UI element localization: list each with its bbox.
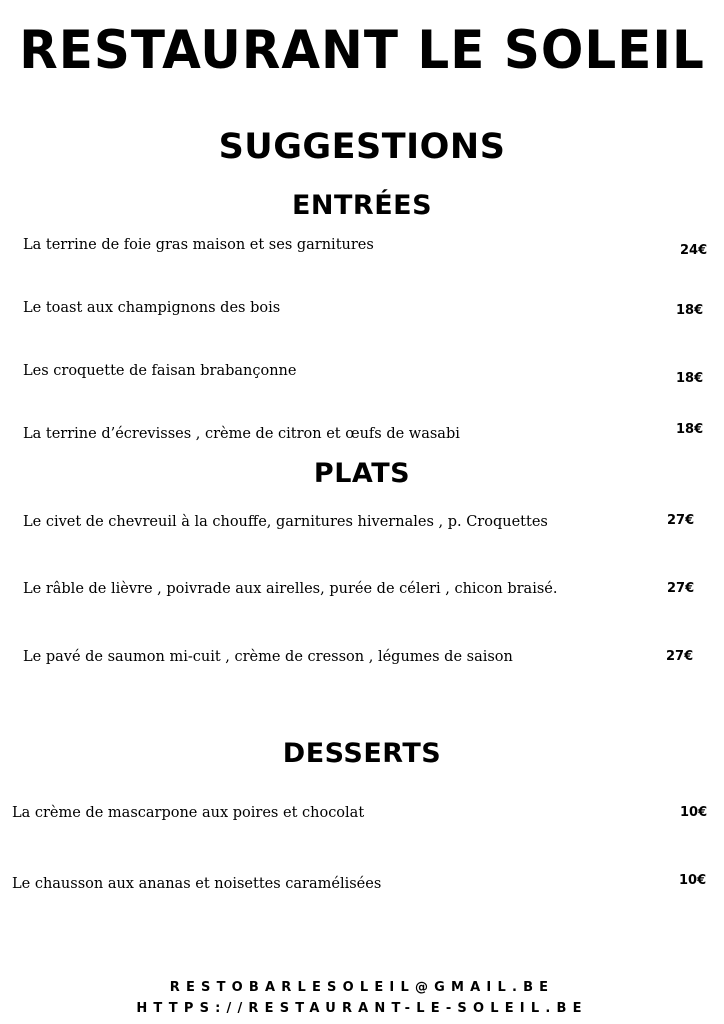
suggestions-heading: SUGGESTIONS xyxy=(218,127,506,167)
menu-item-name: La terrine de foie gras maison et ses garnitures xyxy=(23,237,374,253)
menu-item-price: 10€ xyxy=(680,805,708,820)
footer-website[interactable]: HTTPS://RESTAURANT-LE-SOLEIL.BE xyxy=(136,1001,588,1016)
menu-item-name: Les croquette de faisan brabançonne xyxy=(23,363,297,379)
entrees-heading: ENTRÉES xyxy=(291,190,433,221)
menu-item-price: 27€ xyxy=(667,581,695,596)
menu-item-price: 27€ xyxy=(667,513,695,528)
menu-item-price: 18€ xyxy=(676,422,704,437)
restaurant-name: RESTAURANT LE SOLEIL xyxy=(19,19,705,81)
menu-item-price: 27€ xyxy=(666,649,694,664)
footer-email[interactable]: RESTOBARLESOLEIL@GMAIL.BE xyxy=(169,980,555,995)
menu-item-name: Le pavé de saumon mi-cuit , crème de cresson , légumes de saison xyxy=(23,649,513,665)
menu-item-price: 24€ xyxy=(680,243,708,258)
menu-item-price: 18€ xyxy=(676,371,704,386)
menu-item-name: Le chausson aux ananas et noisettes caramélisées xyxy=(12,876,382,892)
menu-item-price: 18€ xyxy=(676,303,704,318)
menu-item-name: Le toast aux champignons des bois xyxy=(23,300,281,316)
menu-item-name: La terrine d’écrevisses , crème de citron et œufs de wasabi xyxy=(23,426,460,442)
menu-item-name: La crème de mascarpone aux poires et chocolat xyxy=(12,805,365,821)
menu-item-price: 10€ xyxy=(679,873,707,888)
plats-heading: PLATS xyxy=(313,458,411,489)
desserts-heading: DESSERTS xyxy=(282,738,442,769)
menu-item-name: Le râble de lièvre , poivrade aux airelles, purée de céleri , chicon braisé. xyxy=(23,581,558,597)
menu-item-name: Le civet de chevreuil à la chouffe, garnitures hivernales , p. Croquettes xyxy=(23,514,548,530)
